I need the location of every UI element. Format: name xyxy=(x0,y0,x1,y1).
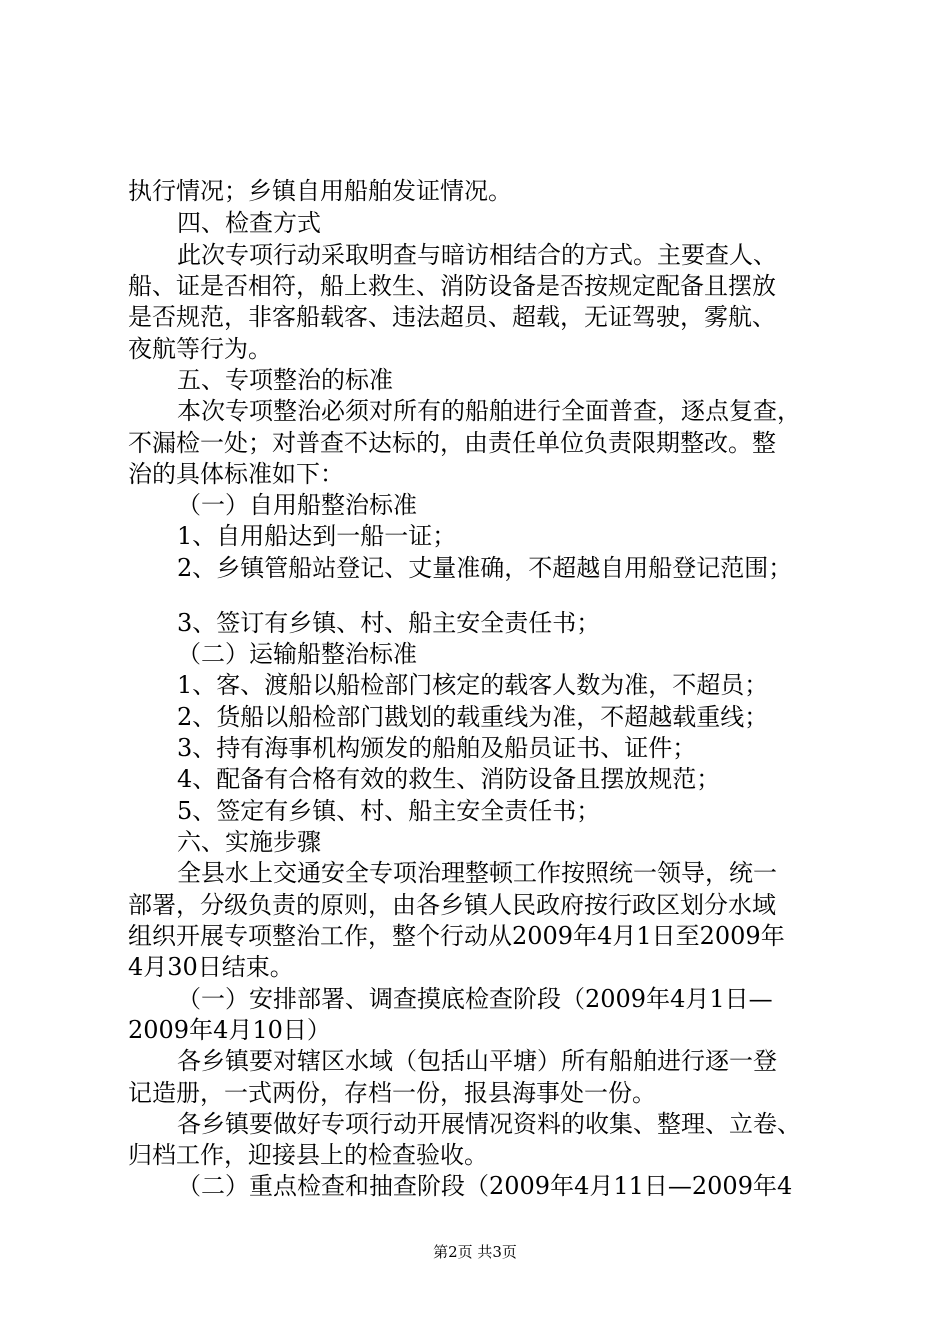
list-item: 4、配备有合格有效的救生、消防设备且摆放规范； xyxy=(177,765,721,793)
text-line: 2009年4月10日） xyxy=(128,1016,331,1044)
text-line: 此次专项行动采取明查与暗访相结合的方式。主要查人、 xyxy=(177,241,777,269)
text-line: 记造册，一式两份，存档一份，报县海事处一份。 xyxy=(128,1079,656,1107)
list-item: 3、签订有乡镇、村、船主安全责任书； xyxy=(177,609,601,637)
text-line: 4月30日结束。 xyxy=(128,953,294,981)
text-line: 执行情况；乡镇自用船舶发证情况。 xyxy=(128,177,512,205)
subsection-heading: （二）运输船整治标准 xyxy=(177,640,417,668)
text-line: 全县水上交通安全专项治理整顿工作按照统一领导，统一 xyxy=(177,859,777,887)
list-item: 1、客、渡船以船检部门核定的载客人数为准，不超员； xyxy=(177,671,769,699)
list-item: 2、货船以船检部门戡划的载重线为准，不超越载重线； xyxy=(177,703,769,731)
text-line: 是否规范，非客船载客、违法超员、超载，无证驾驶，雾航、 xyxy=(128,303,776,331)
text-line: 不漏检一处；对普查不达标的，由责任单位负责限期整改。整 xyxy=(128,429,776,457)
text-line: 各乡镇要对辖区水域（包括山平塘）所有船舶进行逐一登 xyxy=(177,1047,777,1075)
text-line: 夜航等行为。 xyxy=(128,335,272,363)
text-line: 部署，分级负责的原则，由各乡镇人民政府按行政区划分水域 xyxy=(128,891,776,919)
list-item: 1、自用船达到一船一证； xyxy=(177,522,457,550)
subsection-heading: （二）重点检查和抽查阶段（2009年4月11日—2009年4 xyxy=(177,1172,793,1200)
text-line: 组织开展专项整治工作，整个行动从2009年4月1日至2009年 xyxy=(128,922,785,950)
subsection-heading: （一）安排部署、调查摸底检查阶段（2009年4月1日— xyxy=(177,985,773,1013)
list-item: 3、持有海事机构颁发的船舶及船员证书、证件； xyxy=(177,734,697,762)
text-line: 各乡镇要做好专项行动开展情况资料的收集、整理、立卷、 xyxy=(177,1110,801,1138)
page-footer: 第2页 共3页 xyxy=(433,1243,517,1261)
list-item: 2、乡镇管船站登记、丈量准确，不超越自用船登记范围； xyxy=(177,554,793,582)
section-heading: 五、专项整治的标准 xyxy=(177,366,393,394)
text-line: 船、证是否相符，船上救生、消防设备是否按规定配备且摆放 xyxy=(128,272,776,300)
section-heading: 四、检查方式 xyxy=(177,209,321,237)
text-line: 本次专项整治必须对所有的船舶进行全面普查，逐点复查， xyxy=(177,397,801,425)
section-heading: 六、实施步骤 xyxy=(177,828,321,856)
text-line: 归档工作，迎接县上的检查验收。 xyxy=(128,1141,488,1169)
text-line: 治的具体标准如下： xyxy=(128,460,344,488)
list-item: 5、签定有乡镇、村、船主安全责任书； xyxy=(177,797,601,825)
subsection-heading: （一）自用船整治标准 xyxy=(177,491,417,519)
